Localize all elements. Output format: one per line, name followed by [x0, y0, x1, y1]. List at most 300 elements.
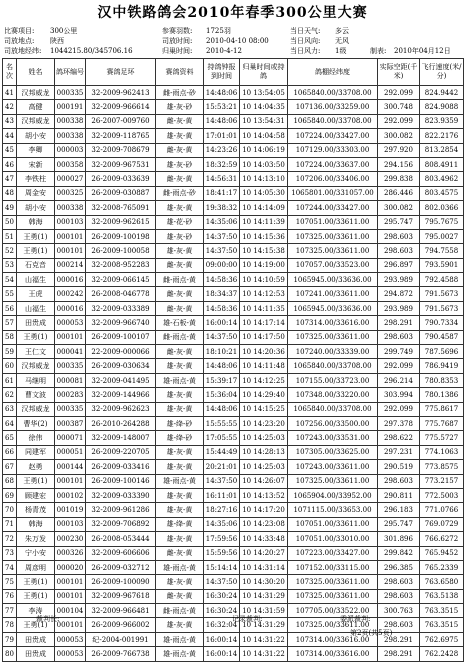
cell-pigeon-id: 000041 — [55, 345, 86, 359]
cell-name: 朱万发 — [17, 532, 55, 546]
cell-loft-coords: 107325.00/33611.00 — [288, 618, 378, 632]
cell-speed: 824.9088 — [420, 100, 464, 114]
cell-ring: 32-2009-962615 — [86, 215, 156, 229]
cell-pigeon-id: 000338 — [55, 114, 86, 128]
cell-clock-time: 15:53:21 — [204, 100, 240, 114]
cell-name: 王虎 — [17, 287, 55, 301]
cell-name: 王勇(1) — [17, 618, 55, 632]
cell-return-time: 10 14:15:36 — [240, 229, 288, 243]
cell-name: 曹华(2) — [17, 416, 55, 430]
table-row — [3, 517, 464, 531]
cell-rank: 46 — [3, 157, 17, 171]
cell-distance: 298.291 — [378, 647, 420, 661]
cell-pigeon-id: 000101 — [55, 229, 86, 243]
table-row — [3, 416, 464, 430]
table-row — [3, 431, 464, 445]
cell-ring: 26-2009-033639 — [86, 172, 156, 186]
cell-info: 雌-灰-黄 — [156, 114, 204, 128]
cell-info: 雄-灰-黄 — [156, 129, 204, 143]
cell-name: 王勇(1) — [17, 575, 55, 589]
cell-info: 雄-石板-黄 — [156, 316, 204, 330]
cell-info: 雌-雨点-砂 — [156, 186, 204, 200]
cell-loft-coords: 1065840.00/33708.00 — [288, 114, 378, 128]
cell-ring: 32-2009-033390 — [86, 488, 156, 502]
cell-ring: 26-2007-009760 — [86, 114, 156, 128]
cell-pigeon-id: 000016 — [55, 273, 86, 287]
cell-rank: 42 — [3, 100, 17, 114]
cell-info: 雄-绛-砂 — [156, 416, 204, 430]
table-row — [3, 373, 464, 387]
cell-name: 李卿 — [17, 143, 55, 157]
cell-name: 周金安 — [17, 186, 55, 200]
cell-speed: 791.5673 — [420, 301, 464, 315]
cell-name: 石克音 — [17, 258, 55, 272]
cell-return-time: 10 14:28:13 — [240, 445, 288, 459]
cell-info: 雌-灰-黄 — [156, 301, 204, 315]
cell-name: 山福生 — [17, 273, 55, 287]
cell-distance: 286.446 — [378, 186, 420, 200]
cell-ring: 26-2010-264288 — [86, 416, 156, 430]
table-row — [3, 114, 464, 128]
cell-rank: 57 — [3, 316, 17, 330]
cell-pigeon-id: 000242 — [55, 287, 86, 301]
cell-ring: 32-2009-033389 — [86, 301, 156, 315]
cell-ring: 26-2009-030634 — [86, 359, 156, 373]
count-label: 参赛羽数: — [162, 27, 193, 35]
cell-rank: 70 — [3, 503, 17, 517]
cell-pigeon-id: 000071 — [55, 431, 86, 445]
cell-info: 雌-灰-黄 — [156, 589, 204, 603]
cell-clock-time: 15:44:49 — [204, 445, 240, 459]
cell-name: 王勇(1) — [17, 229, 55, 243]
cell-ring: 32-2008-765091 — [86, 201, 156, 215]
wind-dir-value: 无风 — [335, 37, 349, 45]
cell-pigeon-id: 000101 — [55, 330, 86, 344]
cell-clock-time: 15:36:04 — [204, 388, 240, 402]
cell-rank: 60 — [3, 359, 17, 373]
cell-speed: 775.8617 — [420, 402, 464, 416]
cell-info: 雄-灰-黄 — [156, 618, 204, 632]
cell-return-time: 10 14:20:36 — [240, 345, 288, 359]
cell-pigeon-id: 000335 — [55, 359, 86, 373]
commissioner-label: 委派裁判: — [340, 615, 371, 623]
cell-loft-coords: 1065945.00/33636.00 — [288, 301, 378, 315]
cell-ring: 32-2009-708679 — [86, 143, 156, 157]
cell-clock-time: 20:21:01 — [204, 460, 240, 474]
cell-loft-coords: 1065801.00/331057.00 — [288, 186, 378, 200]
cell-clock-time: 16:11:01 — [204, 488, 240, 502]
cell-speed: 763.5138 — [420, 589, 464, 603]
cell-ring: 纪-2004-001991 — [86, 632, 156, 646]
cell-pigeon-id: 000283 — [55, 388, 86, 402]
cell-ring: 26-2008-046778 — [86, 287, 156, 301]
cell-loft-coords: 107051.00/33611.00 — [288, 215, 378, 229]
cell-name: 马继明 — [17, 373, 55, 387]
cell-speed: 775.7687 — [420, 416, 464, 430]
header-pigeon-id: 鸽环编号 — [55, 59, 86, 86]
cell-loft-coords: 107051.00/33611.00 — [288, 517, 378, 531]
cell-clock-time: 14:48:06 — [204, 359, 240, 373]
made-label: 制表: — [370, 47, 387, 55]
table-row — [3, 445, 464, 459]
weather-value: 多云 — [335, 27, 349, 35]
table-row — [3, 546, 464, 560]
cell-ring: 32-2009-118765 — [86, 129, 156, 143]
cell-speed: 795.7675 — [420, 215, 464, 229]
cell-rank: 67 — [3, 460, 17, 474]
cell-ring: 26-2009-220705 — [86, 445, 156, 459]
cell-name: 赵勇 — [17, 460, 55, 474]
cell-pigeon-id: 000016 — [55, 301, 86, 315]
cell-info: 雌-灰-黄 — [156, 172, 204, 186]
cell-return-time: 10 14:17:14 — [240, 316, 288, 330]
cell-speed: 824.9442 — [420, 86, 464, 100]
cell-speed: 808.4911 — [420, 157, 464, 171]
cell-ring: 26-2009-033416 — [86, 460, 156, 474]
cell-speed: 803.4575 — [420, 186, 464, 200]
cell-distance: 303.994 — [378, 388, 420, 402]
cell-return-time: 10 14:06:19 — [240, 143, 288, 157]
table-row — [3, 589, 464, 603]
cell-info: 雄-灰-黄 — [156, 575, 204, 589]
cell-return-time: 10 14:31:29 — [240, 589, 288, 603]
table-row — [3, 532, 464, 546]
cell-ring: 32-2009-966481 — [86, 604, 156, 618]
cell-return-time: 10 14:17:20 — [240, 503, 288, 517]
cell-clock-time: 18:27:16 — [204, 503, 240, 517]
cell-return-time: 10 14:15:25 — [240, 402, 288, 416]
cell-rank: 68 — [3, 474, 17, 488]
cell-name: 韩海 — [17, 517, 55, 531]
cell-loft-coords: 1065945.00/33636.00 — [288, 273, 378, 287]
cell-speed: 769.0729 — [420, 517, 464, 531]
cell-clock-time: 16:00:14 — [204, 632, 240, 646]
cell-loft-coords: 1065840.00/33708.00 — [288, 359, 378, 373]
cell-clock-time: 14:37:50 — [204, 244, 240, 258]
cell-distance: 301.896 — [378, 532, 420, 546]
cell-distance: 290.811 — [378, 488, 420, 502]
cell-name: 韩海 — [17, 215, 55, 229]
cell-rank: 72 — [3, 532, 17, 546]
cell-rank: 77 — [3, 604, 17, 618]
cell-distance: 294.156 — [378, 157, 420, 171]
cell-name: 汉邦威龙 — [17, 359, 55, 373]
cell-pigeon-id: 000191 — [55, 100, 86, 114]
cell-clock-time: 14:58:36 — [204, 301, 240, 315]
cell-return-time: 10 14:23:20 — [240, 416, 288, 430]
cell-return-time: 10 14:25:03 — [240, 460, 288, 474]
cell-name: 胡小安 — [17, 129, 55, 143]
cell-pigeon-id: 000020 — [55, 560, 86, 574]
cell-ring: 26-2009-100058 — [86, 244, 156, 258]
cell-name: 高健 — [17, 100, 55, 114]
header-ring: 赛鸽足环 — [86, 59, 156, 86]
cell-clock-time: 14:48:06 — [204, 114, 240, 128]
cell-rank: 66 — [3, 445, 17, 459]
cell-speed: 763.6580 — [420, 575, 464, 589]
cell-clock-time: 15:14:14 — [204, 560, 240, 574]
table-row — [3, 474, 464, 488]
cell-return-time: 10 14:31:14 — [240, 560, 288, 574]
cell-return-time: 10 14:29:40 — [240, 388, 288, 402]
cell-ring: 32-2009-041495 — [86, 373, 156, 387]
cell-pigeon-id: 000335 — [55, 402, 86, 416]
cell-return-time: 10 14:31:22 — [240, 632, 288, 646]
header-loft-coords: 鸽棚经纬度 — [288, 59, 378, 86]
cell-loft-coords: 107243.00/33531.00 — [288, 431, 378, 445]
cell-ring: 26-2008-053444 — [86, 532, 156, 546]
cell-rank: 59 — [3, 345, 17, 359]
cell-loft-coords: 107348.00/33220.00 — [288, 388, 378, 402]
cell-rank: 44 — [3, 129, 17, 143]
header-distance: 实际空距(千米) — [378, 59, 420, 86]
cell-pigeon-id: 000027 — [55, 172, 86, 186]
cell-speed: 792.4588 — [420, 273, 464, 287]
cell-clock-time: 14:37:50 — [204, 229, 240, 243]
coords-label: 司放地经纬: — [4, 47, 42, 55]
cell-clock-time: 16:32:04 — [204, 618, 240, 632]
cell-pigeon-id: 000101 — [55, 244, 86, 258]
cell-speed: 802.0366 — [420, 201, 464, 215]
cell-distance: 300.748 — [378, 100, 420, 114]
cell-pigeon-id: 000144 — [55, 460, 86, 474]
cell-ring: 32-2009-961286 — [86, 503, 156, 517]
cell-rank: 64 — [3, 416, 17, 430]
wind-dir-label: 当日风向: — [290, 37, 321, 45]
table-row — [3, 100, 464, 114]
cell-return-time: 10 14:11:48 — [240, 359, 288, 373]
cell-loft-coords: 107314.00/33616.00 — [288, 632, 378, 646]
table-row — [3, 244, 464, 258]
table-row — [3, 503, 464, 517]
cell-pigeon-id: 000051 — [55, 445, 86, 459]
cell-pigeon-id: 000338 — [55, 129, 86, 143]
header-rank: 名次 — [3, 59, 17, 86]
cell-loft-coords: 107325.00/33611.00 — [288, 330, 378, 344]
cell-ring: 32-2009-966740 — [86, 316, 156, 330]
page-title: 汉中铁路鸽会2010年春季300公里大赛 — [97, 5, 368, 21]
cell-pigeon-id: 000335 — [55, 86, 86, 100]
cell-distance: 294.872 — [378, 287, 420, 301]
cell-speed: 793.5901 — [420, 258, 464, 272]
cell-distance: 290.519 — [378, 460, 420, 474]
cell-ring: 32-2009-606606 — [86, 546, 156, 560]
cell-distance: 298.603 — [378, 244, 420, 258]
location-value: 陕西 — [50, 37, 64, 45]
cell-distance: 298.291 — [378, 632, 420, 646]
cell-info: 雄-灰-砂 — [156, 157, 204, 171]
cell-pigeon-id: 000081 — [55, 373, 86, 387]
cell-pigeon-id: 000103 — [55, 517, 86, 531]
cell-distance: 293.989 — [378, 273, 420, 287]
cell-clock-time: 18:32:59 — [204, 157, 240, 171]
cell-clock-time: 15:59:56 — [204, 546, 240, 560]
cell-info: 雄-灰-砂 — [156, 229, 204, 243]
cell-ring: 32-2009-144966 — [86, 388, 156, 402]
cell-info: 雄-灰-黄 — [156, 388, 204, 402]
table-row — [3, 258, 464, 272]
cell-clock-time: 17:59:56 — [204, 532, 240, 546]
cell-distance: 292.099 — [378, 86, 420, 100]
cell-return-time: 10 14:31:22 — [240, 647, 288, 661]
cell-return-time: 10 14:13:10 — [240, 172, 288, 186]
cell-speed: 787.5696 — [420, 345, 464, 359]
table-row — [3, 229, 464, 243]
cell-speed: 790.7334 — [420, 316, 464, 330]
cell-rank: 71 — [3, 517, 17, 531]
table-row — [3, 143, 464, 157]
cell-info: 雄-灰-黄 — [156, 460, 204, 474]
cell-distance: 299.842 — [378, 546, 420, 560]
table-row — [3, 488, 464, 502]
cell-loft-coords: 107305.00/33625.00 — [288, 445, 378, 459]
cell-name: 田贵成 — [17, 632, 55, 646]
cell-speed: 765.9452 — [420, 546, 464, 560]
cell-rank: 51 — [3, 229, 17, 243]
cell-pigeon-id: 000102 — [55, 488, 86, 502]
cell-rank: 52 — [3, 244, 17, 258]
table-row — [3, 345, 464, 359]
cell-loft-coords: 107244.00/33427.00 — [288, 201, 378, 215]
cell-speed: 790.4587 — [420, 330, 464, 344]
cell-speed: 772.5003 — [420, 488, 464, 502]
cell-loft-coords: 1065904.00/33952.00 — [288, 488, 378, 502]
cell-pigeon-id: 000101 — [55, 618, 86, 632]
cell-clock-time: 14:37:50 — [204, 474, 240, 488]
location-label: 司放地点: — [4, 37, 35, 45]
recorder-label: 记录裁判: — [232, 615, 263, 623]
cell-loft-coords: 1065840.00/33708.00 — [288, 402, 378, 416]
cell-rank: 74 — [3, 560, 17, 574]
header-return-time: 归巢时间或持鸽 — [240, 59, 288, 86]
cell-info: 雄-灰-黄 — [156, 359, 204, 373]
cell-info: 雄-雨点-黄 — [156, 373, 204, 387]
cell-info: 雌-雨点-黄 — [156, 330, 204, 344]
cell-pigeon-id: 000358 — [55, 157, 86, 171]
cell-info: 雄-绛-砂 — [156, 431, 204, 445]
cell-distance: 292.099 — [378, 402, 420, 416]
cell-speed: 775.5727 — [420, 431, 464, 445]
cell-rank: 78 — [3, 618, 17, 632]
cell-rank: 43 — [3, 114, 17, 128]
cell-speed: 774.1063 — [420, 445, 464, 459]
cell-loft-coords: 107240.00/33339.00 — [288, 345, 378, 359]
table-row — [3, 316, 464, 330]
cell-pigeon-id: 000053 — [55, 632, 86, 646]
cell-rank: 48 — [3, 186, 17, 200]
cell-distance: 295.747 — [378, 215, 420, 229]
cell-name: 王勇(1) — [17, 589, 55, 603]
table-row — [3, 460, 464, 474]
cell-return-time: 10 14:20:27 — [240, 546, 288, 560]
cell-clock-time: 14:48:06 — [204, 86, 240, 100]
cell-info: 雄-灰-黄 — [156, 402, 204, 416]
cell-return-time: 10 14:23:08 — [240, 517, 288, 531]
cell-info: 雄-灰-黄 — [156, 503, 204, 517]
cell-speed: 765.2339 — [420, 560, 464, 574]
cell-distance: 295.747 — [378, 517, 420, 531]
cell-info: 雄-灰-黄 — [156, 532, 204, 546]
cell-info: 雄-灰-黄 — [156, 488, 204, 502]
cell-clock-time: 14:37:50 — [204, 575, 240, 589]
cell-name: 王勇(1) — [17, 474, 55, 488]
table-row — [3, 301, 464, 315]
cell-distance: 297.920 — [378, 143, 420, 157]
cell-speed: 823.9359 — [420, 114, 464, 128]
cell-return-time: 10 14:33:48 — [240, 532, 288, 546]
cell-loft-coords: 107136.00/33259.00 — [288, 100, 378, 114]
cell-loft-coords: 107314.00/33616.00 — [288, 316, 378, 330]
cell-distance: 298.603 — [378, 575, 420, 589]
cell-loft-coords: 107155.00/33723.00 — [288, 373, 378, 387]
cell-distance: 292.099 — [378, 359, 420, 373]
cell-clock-time: 18:34:37 — [204, 287, 240, 301]
cell-ring: 26-2009-766738 — [86, 647, 156, 661]
cell-speed: 762.2428 — [420, 647, 464, 661]
cell-distance: 298.603 — [378, 229, 420, 243]
cell-name: 顾建宏 — [17, 488, 55, 502]
cell-distance: 296.897 — [378, 258, 420, 272]
cell-rank: 79 — [3, 632, 17, 646]
cell-return-time: 10 14:12:25 — [240, 373, 288, 387]
cell-speed: 780.1386 — [420, 388, 464, 402]
cell-speed: 763.3515 — [420, 604, 464, 618]
cell-clock-time: 15:55:55 — [204, 416, 240, 430]
cell-return-time: 10 14:14:09 — [240, 201, 288, 215]
cell-clock-time: 15:39:17 — [204, 373, 240, 387]
cell-clock-time: 14:48:06 — [204, 402, 240, 416]
cell-rank: 54 — [3, 273, 17, 287]
cell-name: 田贵成 — [17, 647, 55, 661]
cell-name: 胡小安 — [17, 201, 55, 215]
table-row — [3, 86, 464, 100]
cell-info: 雄-灰-黄 — [156, 244, 204, 258]
cell-info: 雄-灰-黄 — [156, 201, 204, 215]
cell-loft-coords: 107224.00/33637.00 — [288, 157, 378, 171]
cell-distance: 292.099 — [378, 114, 420, 128]
cell-speed: 791.5673 — [420, 287, 464, 301]
cell-name: 宋新 — [17, 157, 55, 171]
cell-clock-time: 14:35:06 — [204, 517, 240, 531]
cell-ring: 32-2009-706892 — [86, 517, 156, 531]
cell-loft-coords: 107256.00/33500.00 — [288, 416, 378, 430]
table-row — [3, 359, 464, 373]
cell-distance: 297.231 — [378, 445, 420, 459]
header-clock-time: 持鸽钟报到时间 — [204, 59, 240, 86]
cell-return-time: 10 14:26:07 — [240, 474, 288, 488]
count-value: 1725羽 — [206, 27, 231, 35]
cell-clock-time: 19:38:32 — [204, 201, 240, 215]
cell-name: 汉邦威龙 — [17, 114, 55, 128]
cell-pigeon-id: 000387 — [55, 416, 86, 430]
table-header-row — [3, 59, 464, 86]
cell-name: 王仁文 — [17, 345, 55, 359]
cell-ring: 26-2009-100146 — [86, 474, 156, 488]
cell-rank: 55 — [3, 287, 17, 301]
cell-pigeon-id: 000326 — [55, 546, 86, 560]
judge-label: 裁判长: — [36, 615, 60, 623]
cell-name: 曹文波 — [17, 388, 55, 402]
cell-distance: 299.749 — [378, 345, 420, 359]
cell-distance: 299.838 — [378, 172, 420, 186]
cell-clock-time: 18:41:17 — [204, 186, 240, 200]
cell-return-time: 10 14:05:30 — [240, 186, 288, 200]
cell-speed: 813.2854 — [420, 143, 464, 157]
cell-distance: 293.989 — [378, 301, 420, 315]
cell-speed: 773.8575 — [420, 460, 464, 474]
cell-name: 李铁柱 — [17, 172, 55, 186]
cell-clock-time: 16:30:24 — [204, 589, 240, 603]
